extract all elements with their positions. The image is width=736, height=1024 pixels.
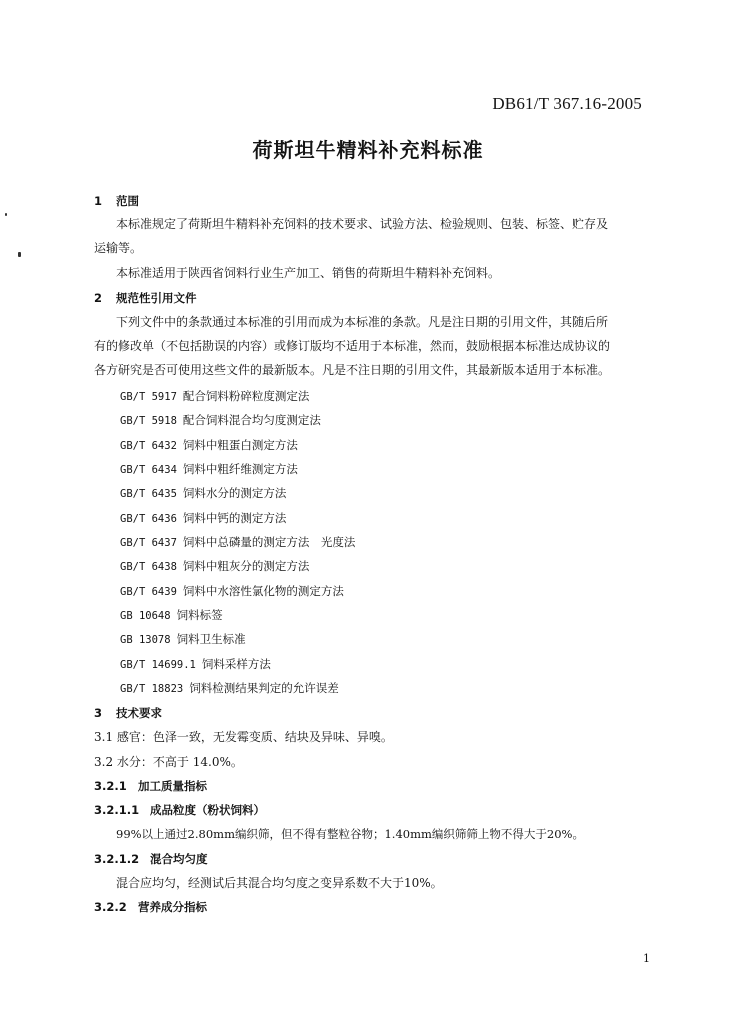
paragraph-line: 本标准适用于陕西省饲料行业生产加工、销售的荷斯坦牛精料补充饲料。 xyxy=(116,266,501,280)
clause-number: 3.2.2 xyxy=(94,900,127,914)
reference-item xyxy=(120,438,298,453)
reference-title: 饲料采样方法 xyxy=(201,657,271,671)
clause-title: 加工质量指标 xyxy=(138,779,207,793)
reference-title: 饲料中总磷量的测定方法 光度法 xyxy=(182,535,356,549)
clause-text: 感官：色泽一致，无发霉变质、结块及异味、异嗅。 xyxy=(116,730,393,744)
document-title: 荷斯坦牛精料补充料标准 xyxy=(252,138,484,162)
reference-item xyxy=(120,462,298,477)
page-number: 1 xyxy=(643,952,650,965)
reference-title: 饲料中粗灰分的测定方法 xyxy=(182,559,310,573)
reference-item xyxy=(120,486,286,501)
document-code: DB61/T 367.16-2005 xyxy=(492,94,642,113)
clause-3-2-1-2-heading xyxy=(94,852,208,866)
clause-number: 3.2.1.2 xyxy=(94,852,140,866)
reference-code: GB/T 6434 xyxy=(120,464,177,476)
section-number: 3 xyxy=(94,706,103,720)
scan-speck xyxy=(5,213,7,216)
reference-code: GB/T 6435 xyxy=(120,488,177,500)
reference-title: 饲料中粗纤维测定方法 xyxy=(182,462,298,476)
reference-item xyxy=(120,608,223,623)
reference-title: 饲料检测结果判定的允许误差 xyxy=(189,681,339,695)
reference-item xyxy=(120,413,321,428)
reference-title: 饲料中水溶性氯化物的测定方法 xyxy=(182,584,344,598)
section-number: 2 xyxy=(94,291,103,305)
section-number: 1 xyxy=(94,194,103,208)
clause-3-2-1-heading xyxy=(94,779,207,793)
reference-title: 饲料标签 xyxy=(176,608,223,622)
clause-number: 3.2.1 xyxy=(94,779,127,793)
clause-3-2-1-1-heading xyxy=(94,803,265,817)
reference-code: GB/T 6438 xyxy=(120,561,177,573)
paragraph-line: 下列文件中的条款通过本标准的引用而成为本标准的条款。凡是注日期的引用文件，其随后所 xyxy=(116,315,609,329)
section-title: 规范性引用文件 xyxy=(116,291,197,305)
section-2-heading xyxy=(94,291,197,305)
paragraph-line: 本标准规定了荷斯坦牛精料补充饲料的技术要求、试验方法、检验规则、包装、标签、贮存及 xyxy=(116,217,609,231)
reference-code: GB/T 6437 xyxy=(120,537,177,549)
reference-title: 饲料水分的测定方法 xyxy=(182,486,287,500)
reference-title: 配合饲料粉碎粒度测定法 xyxy=(182,389,310,403)
reference-item xyxy=(120,511,286,526)
clause-3-2 xyxy=(94,755,243,769)
clause-title: 营养成分指标 xyxy=(138,900,207,914)
section-3-heading xyxy=(94,706,162,720)
reference-title: 饲料中粗蛋白测定方法 xyxy=(182,438,298,452)
reference-code: GB/T 5917 xyxy=(120,391,177,403)
clause-number: 3.2.1.1 xyxy=(94,803,140,817)
clause-3-1 xyxy=(94,730,393,744)
reference-code: GB/T 5918 xyxy=(120,415,177,427)
clause-title: 成品粒度（粉状饲料） xyxy=(150,803,265,817)
reference-code: GB 10648 xyxy=(120,610,171,622)
section-title: 技术要求 xyxy=(116,706,162,720)
reference-item xyxy=(120,584,344,599)
reference-code: GB/T 18823 xyxy=(120,683,184,695)
clause-title: 混合均匀度 xyxy=(150,852,208,866)
clause-text: 水分：不高于 14.0%。 xyxy=(116,755,243,769)
scan-speck xyxy=(18,252,21,257)
paragraph-line: 各方研究是否可使用这些文件的最新版本。凡是不注日期的引用文件，其最新版本适用于本标准。 xyxy=(94,363,611,377)
paragraph-line: 99%以上通过2.80mm编织筛，但不得有整粒谷物；1.40mm编织筛筛上物不得大于20%。 xyxy=(116,827,584,841)
reference-code: GB/T 6436 xyxy=(120,513,177,525)
reference-title: 饲料中钙的测定方法 xyxy=(182,511,287,525)
clause-number: 3.1 xyxy=(94,730,114,744)
reference-item xyxy=(120,535,355,550)
reference-item xyxy=(120,681,339,696)
section-title: 范围 xyxy=(116,194,139,208)
reference-code: GB/T 6432 xyxy=(120,440,177,452)
clause-number: 3.2 xyxy=(94,755,114,769)
paragraph-line: 有的修改单（不包括勘误的内容）或修订版均不适用于本标准，然而，鼓励根据本标准达成协议的 xyxy=(94,339,611,353)
reference-item xyxy=(120,657,271,672)
reference-item xyxy=(120,389,309,404)
reference-title: 配合饲料混合均匀度测定法 xyxy=(182,413,321,427)
reference-code: GB/T 6439 xyxy=(120,586,177,598)
reference-item xyxy=(120,632,246,647)
paragraph-line: 运输等。 xyxy=(94,241,143,255)
reference-code: GB/T 14699.1 xyxy=(120,659,196,671)
reference-title: 饲料卫生标准 xyxy=(176,632,246,646)
reference-code: GB 13078 xyxy=(120,634,171,646)
section-1-heading xyxy=(94,194,139,208)
reference-item xyxy=(120,559,309,574)
clause-3-2-2-heading xyxy=(94,900,207,914)
paragraph-line: 混合应均匀，经测试后其混合均匀度之变异系数不大于10%。 xyxy=(116,876,443,890)
